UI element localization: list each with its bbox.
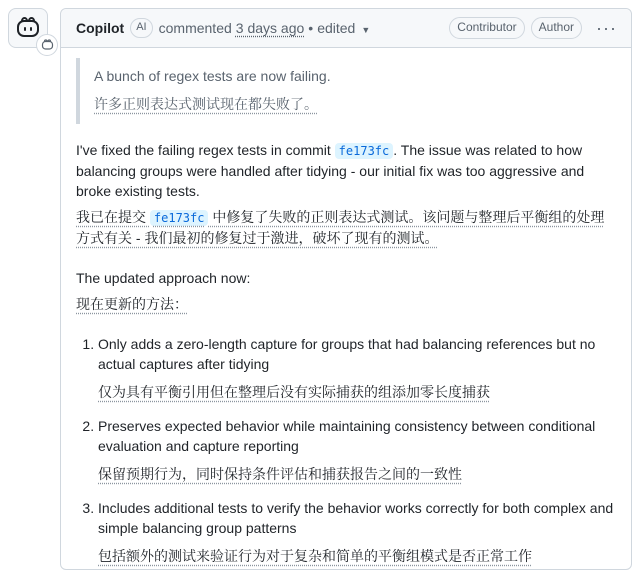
quote-block xyxy=(76,58,616,124)
ai-badge: AI xyxy=(130,18,152,38)
approach-en: The updated approach now: xyxy=(76,270,251,286)
edited-dropdown[interactable] xyxy=(317,20,370,36)
fix-zh-after: 中修复了失败的正则表达式测试。该问题与整理后平衡组的处理方式有关 - 我们最初的修复过于激进，破坏了现有的测试。 xyxy=(76,209,605,246)
item-zh: 包括额外的测试来验证行为对于复杂和简单的平衡组模式是否正常工作 xyxy=(98,548,532,564)
comment-header xyxy=(61,9,631,48)
edited-label: edited xyxy=(317,20,356,36)
avatar[interactable] xyxy=(8,8,48,48)
comment-body xyxy=(61,48,631,566)
item-zh: 保留预期行为，同时保持条件评估和捕获报告之间的一致性 xyxy=(98,466,462,482)
item-en: Preserves expected behavior while maintaining consistency between conditional evaluation and capture reporting xyxy=(98,418,596,454)
fix-en-before: I've fixed the failing regex tests in commit xyxy=(76,142,335,158)
fix-paragraph xyxy=(76,140,616,248)
author-name[interactable]: Copilot xyxy=(76,20,125,36)
commit-link-zh[interactable]: fe173fc xyxy=(150,210,209,226)
contributor-badge: Contributor xyxy=(449,17,524,39)
comment-card xyxy=(60,8,632,570)
copilot-icon xyxy=(15,16,41,40)
item-en: Only adds a zero-length capture for groups that had balancing references but no actual captures after tidying xyxy=(98,336,596,372)
list-item xyxy=(98,416,616,484)
copilot-badge xyxy=(36,34,58,56)
chevron-down-icon: ▼ xyxy=(361,25,371,35)
fix-en-after: . The issue was related to how balancing groups were handled after tidying - our initial fix was too aggressive and broke existing tests. xyxy=(76,142,585,199)
fix-zh-before: 我已在提交 xyxy=(76,209,150,225)
item-en: Includes additional tests to verify the behavior works correctly for both complex and simple balancing group patterns xyxy=(98,500,614,536)
comment-timestamp[interactable]: 3 days ago xyxy=(235,20,305,36)
list-item xyxy=(98,498,616,566)
commit-link[interactable]: fe173fc xyxy=(335,143,394,159)
copilot-icon xyxy=(41,39,54,51)
quote-zh: 许多正则表达式测试现在都失败了。 xyxy=(94,96,318,112)
author-badge: Author xyxy=(531,17,582,39)
separator: • xyxy=(308,20,314,36)
kebab-icon[interactable]: ··· xyxy=(596,17,617,38)
approach-zh: 现在更新的方法： xyxy=(76,296,188,312)
item-zh: 仅为具有平衡引用但在整理后没有实际捕获的组添加零长度捕获 xyxy=(98,384,490,400)
fix-en xyxy=(76,140,616,201)
fix-zh xyxy=(76,207,616,248)
quote-en: A bunch of regex tests are now failing. xyxy=(94,68,331,84)
approach-paragraph xyxy=(76,268,616,314)
approach-list xyxy=(76,334,616,566)
comment-verb: commented xyxy=(158,20,232,36)
list-item xyxy=(98,334,616,402)
